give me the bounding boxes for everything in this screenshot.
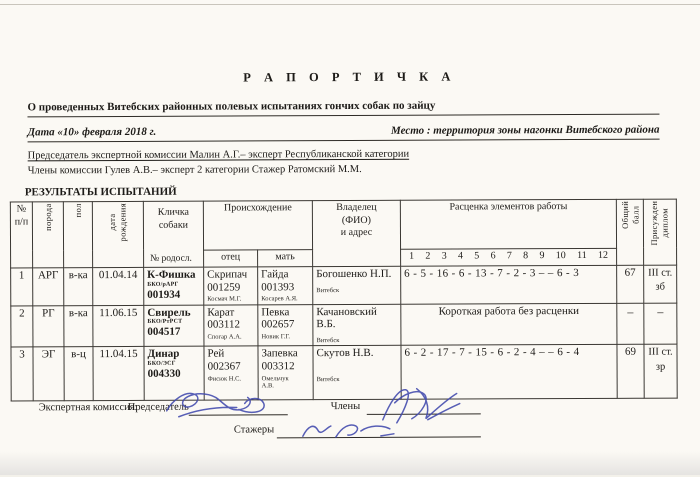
row-diploma: – <box>644 303 677 345</box>
row-total: 67 <box>617 265 644 303</box>
place-value: Место : территория зоны нагонки Витебского района <box>390 123 660 137</box>
row-scores: 6 - 2 - 17 - 7 - 15 - 6 - 2 - 4 – – 6 - 4 <box>401 345 617 400</box>
chairman-label: Председатель <box>127 401 189 413</box>
members-line <box>28 164 362 176</box>
trainees-signature <box>303 425 394 437</box>
table-row <box>11 265 677 306</box>
row-father: Карат 003112 Спогар А.А. <box>204 305 258 347</box>
row-dog-name: К-Фишка БКО/рАРГ 001934 <box>144 267 204 305</box>
row-mother: Гайда 001393 Косарев А.Я. <box>258 267 313 305</box>
members-label: Члены <box>330 400 361 413</box>
table-row <box>11 344 677 401</box>
members-signature-line <box>367 413 481 414</box>
row-birth: 01.04.14 <box>93 267 144 305</box>
row-mother: Певка 002657 Новик Г.Г. <box>258 304 313 346</box>
results-heading: РЕЗУЛЬТАТЫ ИСПЫТАНИЙ <box>24 185 177 199</box>
row-scores-note: Короткая работа без расценки <box>401 303 617 346</box>
col-header-breed: порода <box>32 202 63 268</box>
results-table <box>10 199 678 402</box>
members-text: Члены комиссии Гулев А.В.– эксперт 2 категории Стажер Ратомский М.М. <box>27 163 362 177</box>
page-title: Р А П О Р Т И Ч К А <box>243 69 456 85</box>
row-scores: 6 - 5 - 16 - 6 - 13 - 7 - 2 - 3 – – 6 - 3 <box>401 265 617 304</box>
col-header-mother: мать <box>258 249 313 267</box>
col-header-owner: Владелец (ФИО) и адрес <box>312 200 400 266</box>
subject-text: О проведенных Витебских районных полевых испытаниях гончих собак по зайцу <box>27 99 436 114</box>
chairman-line <box>28 149 410 162</box>
table-row <box>11 303 677 348</box>
row-breed: АРГ <box>33 268 64 306</box>
trainees-label: Стажеры <box>233 424 275 436</box>
chairman-text: Председатель экспертной комиссии Малин А.Г.– эксперт Республиканской категории <box>27 148 410 162</box>
date-place-line <box>28 124 660 143</box>
col-header-total: Общий балл <box>616 199 643 265</box>
row-total: – <box>617 303 644 345</box>
row-total: 69 <box>617 345 644 399</box>
row-breed: ЭГ <box>33 347 64 401</box>
row-owner: Качановский В.Б. Витебск <box>313 304 401 346</box>
row-sex: в-ка <box>64 268 93 306</box>
row-owner: Богошенко Н.П. Витебск <box>313 266 401 304</box>
row-num: 1 <box>11 268 33 306</box>
col-header-father: отец <box>204 250 258 268</box>
row-breed: РГ <box>33 305 64 347</box>
row-father: Скрипач 001259 Космач М.Г. <box>204 267 258 305</box>
row-mother: Запевка 003312 Омельчук А.В. <box>258 346 313 400</box>
row-diploma: III ст. зр <box>644 344 677 398</box>
row-sex: в-ц <box>64 347 93 401</box>
pedigree-no-label: № родосл. <box>150 253 192 264</box>
row-owner: Скутов Н.В. Витебск <box>313 346 401 400</box>
col-header-origin: Происхождение <box>203 201 312 250</box>
row-num: 3 <box>11 347 33 401</box>
col-header-scores: Расценка элементов работы <box>400 199 616 249</box>
commission-label: Экспертная комиссия: <box>38 401 138 414</box>
row-birth: 11.06.15 <box>93 305 144 347</box>
row-dog-name: Динар БКО/ЭСГ 004330 <box>144 347 204 401</box>
row-father: Рей 002367 Фисюк Н.С. <box>204 346 258 400</box>
col-header-diploma: Присужден диплом <box>643 199 676 265</box>
date-value: Дата «10» февраля 2018 г. <box>27 125 157 139</box>
dog-name-label: Кличка собаки <box>157 206 190 231</box>
row-sex: в-ка <box>64 305 93 347</box>
row-diploma: III ст. зб <box>644 265 677 303</box>
row-dog-name: Свирель БКО/РтРСТ 004517 <box>144 305 204 347</box>
chairman-signature-line <box>189 414 288 415</box>
row-num: 2 <box>11 306 33 348</box>
row-birth: 11.04.15 <box>93 347 144 401</box>
scan-shadow <box>0 451 700 475</box>
col-header-sex: пол <box>63 202 92 268</box>
col-header-num: № п/п <box>10 202 32 268</box>
score-numbers-row: 1 2 3 4 5 6 7 8 9 10 11 12 <box>401 248 617 266</box>
subject-line <box>27 99 659 118</box>
trainees-signature-line <box>277 436 481 438</box>
col-header-dog-name <box>143 201 203 267</box>
col-header-birth: дата рождения <box>92 201 143 267</box>
